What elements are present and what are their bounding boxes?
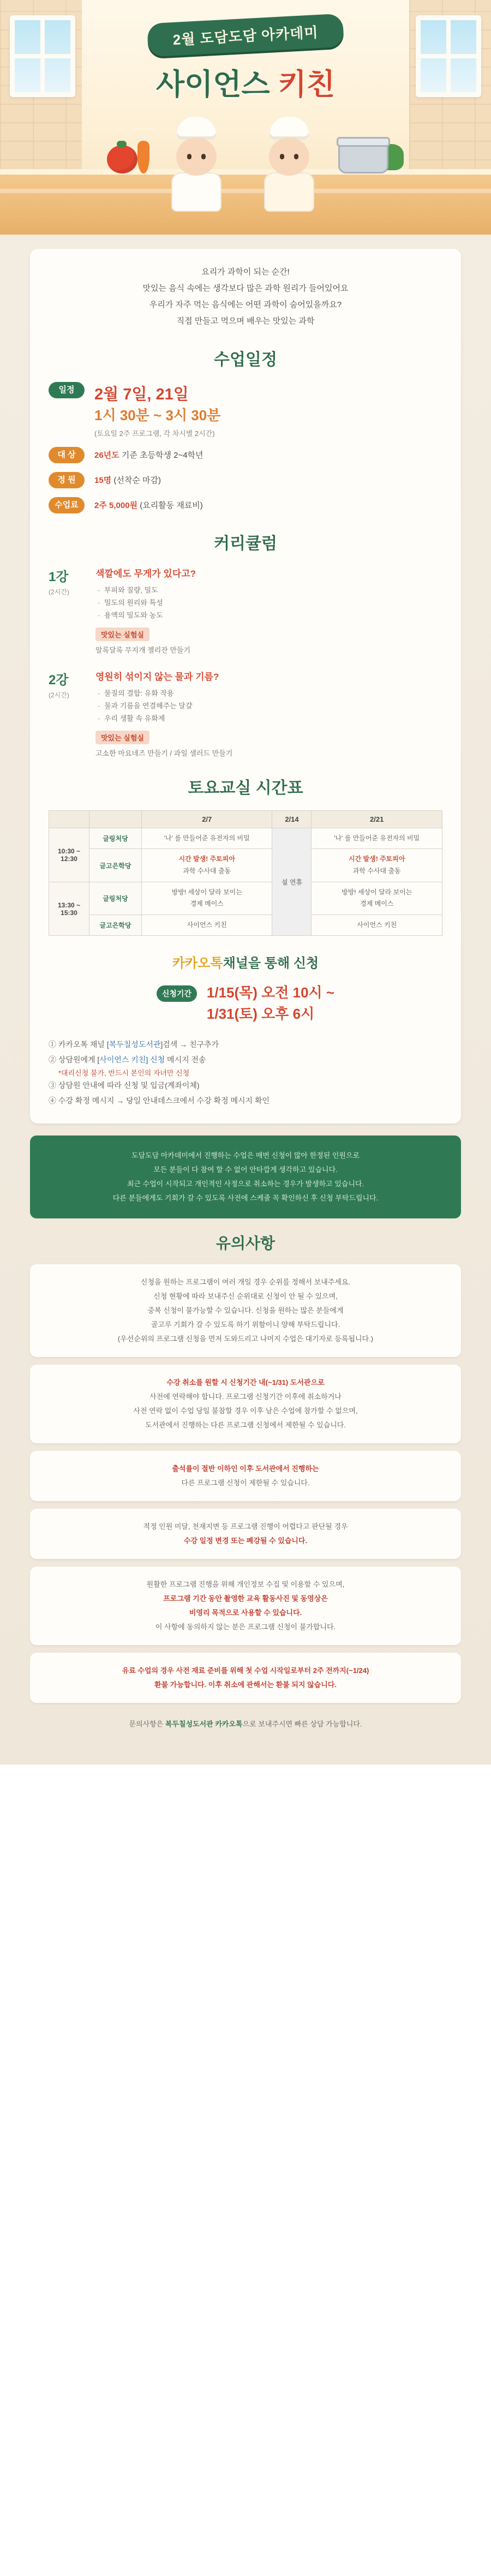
green-notice-box <box>30 1135 461 1218</box>
intro-card <box>30 249 461 1123</box>
kitchen-counter <box>0 169 491 235</box>
schedule-target-highlight: 26년도 <box>94 450 119 460</box>
apply-channel-name: 카카오톡 <box>172 956 223 971</box>
page-title <box>156 61 335 103</box>
caution-1-line-3: 중복 신청이 불가능할 수 있습니다. 신청을 원하는 많은 분들에게 <box>147 1306 344 1315</box>
green-notice-line-2: 모든 분들이 다 참여 할 수 없어 안타깝게 생각하고 있습니다. <box>153 1166 338 1174</box>
timetable-col-0207: 2/7 <box>142 810 272 828</box>
caution-2-line-1: 사전에 연락해야 합니다. 프로그램 신청기간 이후에 취소하거나 <box>149 1392 342 1401</box>
caution-3-head-text: 출석률이 절반 이하인 이후 도서관에서 진행하는 <box>172 1465 319 1473</box>
schedule-capacity-text: (선착순 마감) <box>111 475 161 485</box>
caution-2-line-2: 사전 연락 없이 수업 당일 불참할 경우 이후 남은 수업에 참가할 수 없으며, <box>133 1407 358 1415</box>
window-icon-right <box>416 15 481 97</box>
chef-uniform <box>171 172 221 212</box>
lesson-content <box>95 566 442 655</box>
timetable-section-title: 토요교실 시간표 <box>188 779 303 797</box>
apply-step-3-text: 상담원 안내에 따라 신청 및 입금(계좌이체) <box>58 1081 200 1090</box>
lesson-points <box>95 584 442 622</box>
schedule-value-date <box>94 382 442 438</box>
caution-1-line-2: 신청 현황에 따라 보내주신 순위대로 신청이 안 될 수 있으며, <box>153 1292 338 1301</box>
chef-face <box>176 138 217 176</box>
lesson-point: - 밀도의 원리와 특성 <box>104 596 442 609</box>
schedule-fee-highlight: 2주 5,000원 <box>94 500 138 510</box>
timetable-cell-0221: '나' 를 만들어준 유전자의 비밀 <box>312 828 442 849</box>
caution-block-1 <box>30 1264 461 1357</box>
timetable-cell-0221 <box>312 882 442 915</box>
lesson-number-block <box>49 566 95 655</box>
schedule-capacity-highlight: 15명 <box>94 475 112 485</box>
apply-period-tag: 신청기간 <box>157 985 197 1002</box>
lesson-lab-tag: 맛있는 실험실 <box>95 627 149 641</box>
lesson-topic: 영원히 섞이지 않는 물과 기름? <box>95 671 219 682</box>
apply-note: *대리신청 불가, 반드시 본인의 자녀만 신청 <box>58 1069 190 1078</box>
green-notice-line-3: 최근 수업이 시작되고 개인적인 사정으로 취소하는 경우가 발생하고 있습니다. <box>127 1180 364 1188</box>
apply-period-row <box>49 982 442 1025</box>
table-row <box>49 828 442 849</box>
apply-start-date: 1/15(목) 오전 10시 ~ <box>206 984 335 1001</box>
chef-hat-icon <box>177 117 216 140</box>
lesson-points <box>95 687 442 725</box>
timetable-cell-line2: 과학 수사대 출동 <box>352 867 401 875</box>
footer-contact <box>0 1711 491 1743</box>
caution-4-line-1-text: 수강 일정 변경 또는 폐강될 수 있습니다. <box>183 1537 308 1545</box>
lesson-number: 2강 <box>49 672 69 688</box>
timetable-cell-line1: 시간 발생! 주토피아 <box>178 855 235 863</box>
apply-step-4-num: ④ <box>49 1096 56 1105</box>
caution-4-line-1 <box>49 1534 442 1548</box>
lesson-topic: 색깔에도 무게가 있다고? <box>95 568 196 579</box>
schedule-row-fee <box>49 497 442 513</box>
timetable-cell-0207 <box>142 882 272 915</box>
timetable-holiday-cell: 설 연휴 <box>272 828 312 936</box>
apply-title-rest: 채널을 통해 신청 <box>223 956 319 971</box>
intro-text <box>49 264 442 330</box>
caution-2-head-text: 수강 취소를 원할 시 신청기간 내(~1/31) 도서관으로 <box>166 1378 325 1387</box>
tomato-icon <box>107 145 137 174</box>
caution-block-6 <box>30 1653 461 1703</box>
chef-hair <box>267 142 312 154</box>
schedule-tag-date: 일정 <box>49 382 85 398</box>
window-icon-left <box>10 15 75 97</box>
lesson-point: - 우리 생활 속 유화제 <box>104 712 442 725</box>
lesson-point: - 물과 기름을 연결해주는 달걀 <box>104 700 442 712</box>
apply-step-3 <box>49 1078 442 1093</box>
apply-step-3-num: ③ <box>49 1081 56 1090</box>
lesson-number: 1강 <box>49 569 69 584</box>
caution-5-line-3: 이 사항에 동의하지 않는 분은 프로그램 신청이 불가합니다. <box>155 1623 336 1631</box>
apply-end-date: 1/31(토) 오후 6시 <box>206 1006 315 1023</box>
timetable-cell-0207: 사이언스 키친 <box>142 915 272 936</box>
timetable-time-morning: 10:30 ~ 12:30 <box>49 828 89 882</box>
caution-block-2 <box>30 1365 461 1443</box>
chef-character-girl <box>164 117 229 212</box>
lesson-point: - 부피와 질량, 밀도 <box>104 584 442 596</box>
apply-step-1 <box>49 1037 442 1052</box>
chef-character-boy <box>256 117 322 212</box>
intro-line-4: 직접 만들고 먹으며 배우는 맛있는 과학 <box>176 316 315 326</box>
apply-step-1-num: ① <box>49 1040 56 1049</box>
caution-3-head <box>49 1462 442 1476</box>
chef-hair <box>174 142 219 154</box>
lesson-point: - 물질의 결합: 유화 작용 <box>104 687 442 700</box>
caution-1-line-5: (우선순위의 프로그램 신청을 먼저 도와드리고 나머지 수업은 대기자로 등록됩니다.) <box>117 1335 374 1343</box>
schedule-target-text: 기준 초등학생 2~4학년 <box>119 450 203 460</box>
timetable-cell-line2: 과학 수사대 출동 <box>183 867 231 875</box>
caution-block-5 <box>30 1567 461 1645</box>
footer-post: 으로 보내주시면 빠른 상담 가능합니다. <box>242 1720 362 1729</box>
apply-step-2-post: 메시지 전송 <box>165 1055 206 1065</box>
apply-step-1-link[interactable]: 복두칠성도서관 <box>109 1040 161 1049</box>
hero-banner <box>0 0 491 235</box>
curriculum-lesson-2 <box>49 669 442 758</box>
schedule-section-title: 수업일정 <box>214 351 277 369</box>
timetable-cell-line2: 경제 메이스 <box>360 900 394 908</box>
timetable-col-blank1 <box>49 810 89 828</box>
caution-5-line-2-text: 비영리 목적으로 사용할 수 있습니다. <box>189 1609 302 1617</box>
lesson-lab-tag: 맛있는 실험실 <box>95 731 149 744</box>
apply-step-2-link[interactable]: 사이언스 키친] 신청 <box>99 1055 165 1065</box>
intro-line-3: 우리가 자주 먹는 음식에는 어떤 과학이 숨어있을까요? <box>149 300 342 309</box>
caution-6-line-1-text: 환불 가능합니다. 이후 취소에 관해서는 환불 되지 않습니다. <box>154 1681 337 1689</box>
footer-channel-name[interactable]: 복두칠성도서관 카카오톡 <box>165 1720 243 1729</box>
schedule-date-note: (토요일 2주 프로그램, 각 차시별 2시간) <box>94 429 215 438</box>
caution-6-head <box>49 1664 442 1678</box>
cooking-pot-icon <box>338 142 388 174</box>
carrot-icon <box>137 141 149 174</box>
timetable-class-name: 글고은학당 <box>89 915 142 936</box>
schedule-times: 1시 30분 ~ 3시 30분 <box>94 407 221 424</box>
table-row <box>49 882 442 915</box>
caution-5-head: 원활한 프로그램 진행을 위해 개인정보 수집 및 이용할 수 있으며, <box>146 1580 345 1589</box>
timetable-cell-line1: 방방! 세상이 달라 보이는 <box>342 888 412 896</box>
timetable-cell-0207 <box>142 849 272 882</box>
curriculum-lesson-1 <box>49 566 442 655</box>
caution-block-4 <box>30 1509 461 1559</box>
apply-section-title <box>49 952 442 971</box>
apply-step-1-pre: 카카오톡 채널 [ <box>58 1040 109 1049</box>
apply-step-1-post: ]검색 → 친구추가 <box>160 1040 219 1049</box>
chef-face <box>269 138 309 176</box>
caution-4-head: 적정 인원 미달, 천재지변 등 프로그램 진행이 어렵다고 판단될 경우 <box>143 1522 348 1531</box>
schedule-tag-fee: 수업료 <box>49 497 85 513</box>
lesson-number-block <box>49 669 95 758</box>
footer-pre: 문의사항은 <box>129 1720 165 1729</box>
page-title-part1: 사이언스 <box>156 68 270 101</box>
page-title-part2: 키친 <box>278 68 335 101</box>
lesson-hours: (2시간) <box>49 691 69 699</box>
timetable <box>49 810 442 936</box>
schedule-row-date <box>49 382 442 438</box>
lesson-lab-text: 알록달록 무지개 젤리잔 만들기 <box>95 646 191 654</box>
schedule-row-capacity <box>49 472 442 488</box>
apply-step-2-pre: 상담원에게 [ <box>58 1055 100 1065</box>
timetable-time-afternoon: 13:30 ~ 15:30 <box>49 882 89 936</box>
caution-6-head-text: 유료 수업의 경우 사전 재료 준비를 위해 첫 수업 시작일로부터 2주 전까지(~1/24) <box>122 1666 369 1675</box>
timetable-col-blank2 <box>89 810 142 828</box>
schedule-row-target <box>49 447 442 463</box>
table-row <box>49 915 442 936</box>
caution-5-line-1 <box>49 1592 442 1606</box>
timetable-class-name: 글고은학당 <box>89 849 142 882</box>
apply-step-2-num: ② <box>49 1055 56 1065</box>
apply-step-4 <box>49 1093 442 1108</box>
timetable-cell-0221 <box>312 849 442 882</box>
chef-hat-icon <box>270 117 309 140</box>
timetable-col-0221: 2/21 <box>312 810 442 828</box>
caution-5-line-1-text: 프로그램 기간 동안 촬영한 교육 활동사진 및 동영상은 <box>163 1594 328 1603</box>
apply-step-4-text: 수강 확정 메시지 → 당일 안내데스크에서 수강 확정 메시지 확인 <box>58 1096 270 1105</box>
lesson-content <box>95 669 442 758</box>
timetable-cell-0221: 사이언스 키친 <box>312 915 442 936</box>
program-ribbon-label: 2월 도담도담 아카데미 <box>147 14 344 57</box>
timetable-class-name: 글링처당 <box>89 882 142 915</box>
caution-6-line-1 <box>49 1678 442 1692</box>
lesson-lab-text: 고소한 마요네즈 만들기 / 과일 샐러드 만들기 <box>95 749 233 757</box>
intro-line-2: 맛있는 음식 속에는 생각보다 많은 과학 원리가 들어있어요 <box>142 284 349 293</box>
lesson-point: - 용액의 밀도와 농도 <box>104 609 442 621</box>
timetable-cell-0207: '나' 를 만들어준 유전자의 비밀 <box>142 828 272 849</box>
caution-3-line-1: 다른 프로그램 신청이 제한될 수 있습니다. <box>181 1479 310 1487</box>
schedule-value-capacity <box>94 472 442 486</box>
curriculum-section-title: 커리큘럼 <box>214 534 277 553</box>
schedule-tag-target: 대 상 <box>49 447 85 463</box>
caution-2-line-3: 도서관에서 진행하는 다른 프로그램 신청에서 제한될 수 있습니다. <box>145 1421 346 1430</box>
schedule-value-fee <box>94 497 442 511</box>
caution-5-line-2 <box>49 1606 442 1620</box>
green-notice-line-4: 다른 분들에게도 기회가 갈 수 있도록 사전에 스케줄 꼭 확인하신 후 신청 부탁드립니다. <box>112 1194 379 1203</box>
poster-body <box>0 235 491 1765</box>
caution-block-3 <box>30 1451 461 1501</box>
timetable-cell-line2: 경제 메이스 <box>190 900 224 908</box>
schedule-tag-capacity: 정 원 <box>49 472 85 488</box>
timetable-col-0214: 2/14 <box>272 810 312 828</box>
apply-period-dates <box>207 982 334 1025</box>
timetable-header-row <box>49 810 442 828</box>
green-notice-line-1: 도담도담 아카데미에서 진행하는 수업은 매번 신청이 많아 한정된 인원으로 <box>131 1151 360 1160</box>
apply-steps <box>49 1037 442 1108</box>
chef-uniform <box>264 172 314 212</box>
caution-1-line-4: 골고루 기회가 갈 수 있도록 하기 위함이니 양해 부탁드립니다. <box>151 1320 340 1329</box>
caution-1-line-1: 신청을 원하는 프로그램이 여러 개일 경우 순위를 정해서 보내주세요. <box>140 1278 351 1287</box>
intro-line-1: 요리가 과학이 되는 순간! <box>201 267 290 277</box>
apply-step-2 <box>49 1052 442 1067</box>
schedule-value-target <box>94 447 442 461</box>
caution-2-head <box>49 1376 442 1390</box>
timetable-cell-line1: 시간 발생! 주토피아 <box>349 855 405 863</box>
schedule-fee-text: (요리활동 재료비) <box>137 500 203 510</box>
timetable-cell-line1: 방방! 세상이 달라 보이는 <box>171 888 242 896</box>
schedule-dates: 2월 7일, 21일 <box>94 386 189 403</box>
table-row <box>49 849 442 882</box>
cautions-section-title: 유의사항 <box>215 1235 276 1252</box>
lesson-hours: (2시간) <box>49 588 69 596</box>
timetable-class-name: 글링처당 <box>89 828 142 849</box>
